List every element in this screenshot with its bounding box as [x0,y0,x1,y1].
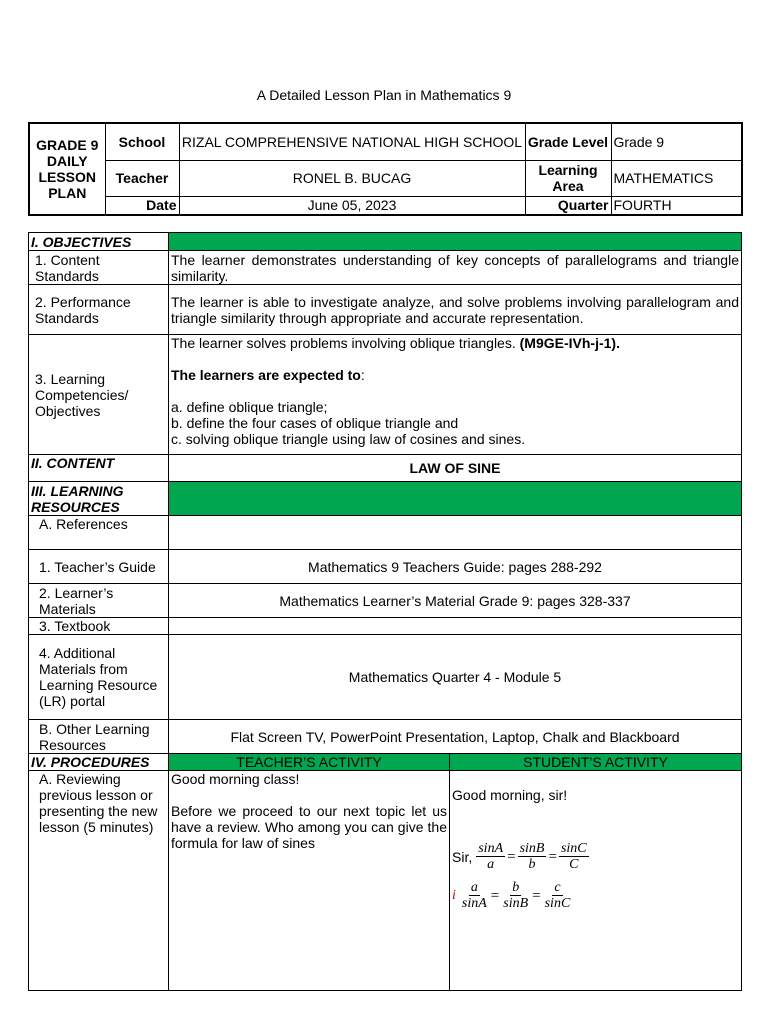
content-standards-label: 1. Content Standards [29,251,169,285]
objectives-heading: I. OBJECTIVES [29,233,169,251]
law-of-sines-formula-2 [452,880,739,911]
resources-green-band [169,482,742,516]
teacher-activity-cell [169,771,450,991]
school-label: School [105,123,179,160]
quarter-value: FOURTH [611,196,742,215]
equals-sign: = [548,848,557,865]
grade-level-value: Grade 9 [611,123,742,160]
equals-sign: = [490,887,500,904]
references-value [169,516,742,550]
teacher-value: RONEL B. BUCAG [179,160,525,196]
grade-level-label: Grade Level [525,123,611,160]
objective-a: a. define oblique triangle; [171,399,328,415]
teacher-greeting: Good morning class! [171,771,300,787]
student-activity-cell [450,771,742,991]
performance-standards-label: 2. Performance Standards [29,285,169,335]
teachers-guide-value: Mathematics 9 Teachers Guide: pages 288-292 [169,550,742,584]
fraction-2a: $\frac{a}{\sin A}$ [461,880,487,911]
fraction-1b: $\frac{\sin B}{b}$ [519,841,545,872]
objective-c: c. solving oblique triangle using law of cosines and sines. [171,431,526,447]
school-value: RIZAL COMPREHENSIVE NATIONAL HIGH SCHOOL [179,123,525,160]
teacher-label: Teacher [105,160,179,196]
references-label: A. References [29,516,169,550]
fraction-1a: $\frac{\sin A}{a}$ [478,841,504,872]
header-table [28,122,743,216]
procedures-heading: IV. PROCEDURES [29,754,169,771]
lesson-plan-table [28,232,742,991]
step-a-label: A. Reviewing previous lesson or presenting the new lesson (5 minutes) [29,771,169,991]
resources-heading: III. LEARNING RESOURCES [29,482,169,516]
content-value: LAW OF SINE [169,455,742,482]
expected-lead: The learners are expected to [171,367,361,383]
fraction-1c: $\frac{\sin C}{C}$ [560,841,587,872]
learners-materials-label: 2. Learner’s Materials [29,584,169,618]
performance-standards-text: The learner is able to investigate analyze, and solve problems involving parallelogram and triangle similarity through appropriate and accurate representation. [169,285,742,335]
fraction-2b: $\frac{b}{\sin B}$ [503,880,529,911]
dll-label: GRADE 9 DAILY LESSON PLAN [29,123,105,215]
student-activity-header: STUDENT’S ACTIVITY [450,754,742,771]
learners-materials-value: Mathematics Learner’s Material Grade 9: pages 328-337 [169,584,742,618]
expected-colon: : [360,367,365,383]
other-resources-label: B. Other Learning Resources [29,720,169,754]
objectives-green-band [169,233,742,251]
content-heading: II. CONTENT [29,455,169,482]
formula-marker: i [452,887,456,903]
equals-sign: = [532,887,541,904]
quarter-label: Quarter [525,196,611,215]
student-sir: Sir, [452,848,473,865]
fraction-2c: $\frac{c}{\sin C}$ [544,880,571,911]
equals-sign: = [507,848,516,865]
competency-text: The learner solves problems involving oblique triangles. [171,335,516,351]
other-resources-value: Flat Screen TV, PowerPoint Presentation, Laptop, Chalk and Blackboard [169,720,742,754]
objective-b: b. define the four cases of oblique triangle and [171,415,459,431]
additional-materials-label: 4. Additional Materials from Learning Resource (LR) portal [29,635,169,720]
content-standards-text: The learner demonstrates understanding of key concepts of parallelograms and triangle similarity. [169,251,742,285]
date-label: Date [105,196,179,215]
student-greeting: Good morning, sir! [452,787,568,803]
document-title: A Detailed Lesson Plan in Mathematics 9 [256,87,512,103]
textbook-value [169,618,742,635]
teacher-review-prompt: Before we proceed to our next topic let us have a review. Who among you can give the formula for law of sines [171,803,447,851]
teacher-activity-header: TEACHER’S ACTIVITY [169,754,450,771]
additional-materials-value: Mathematics Quarter 4 - Module 5 [169,635,742,720]
date-value: June 05, 2023 [179,196,525,215]
teachers-guide-label: 1. Teacher’s Guide [29,550,169,584]
textbook-label: 3. Textbook [29,618,169,635]
competency-code: (M9GE-IVh-j-1). [519,335,620,351]
competencies-cell [169,335,742,455]
competencies-label: 3. Learning Competencies/ Objectives [29,335,169,455]
learning-area-value: MATHEMATICS [611,160,742,196]
law-of-sines-formula-1 [452,841,739,872]
learning-area-label: Learning Area [525,160,611,196]
